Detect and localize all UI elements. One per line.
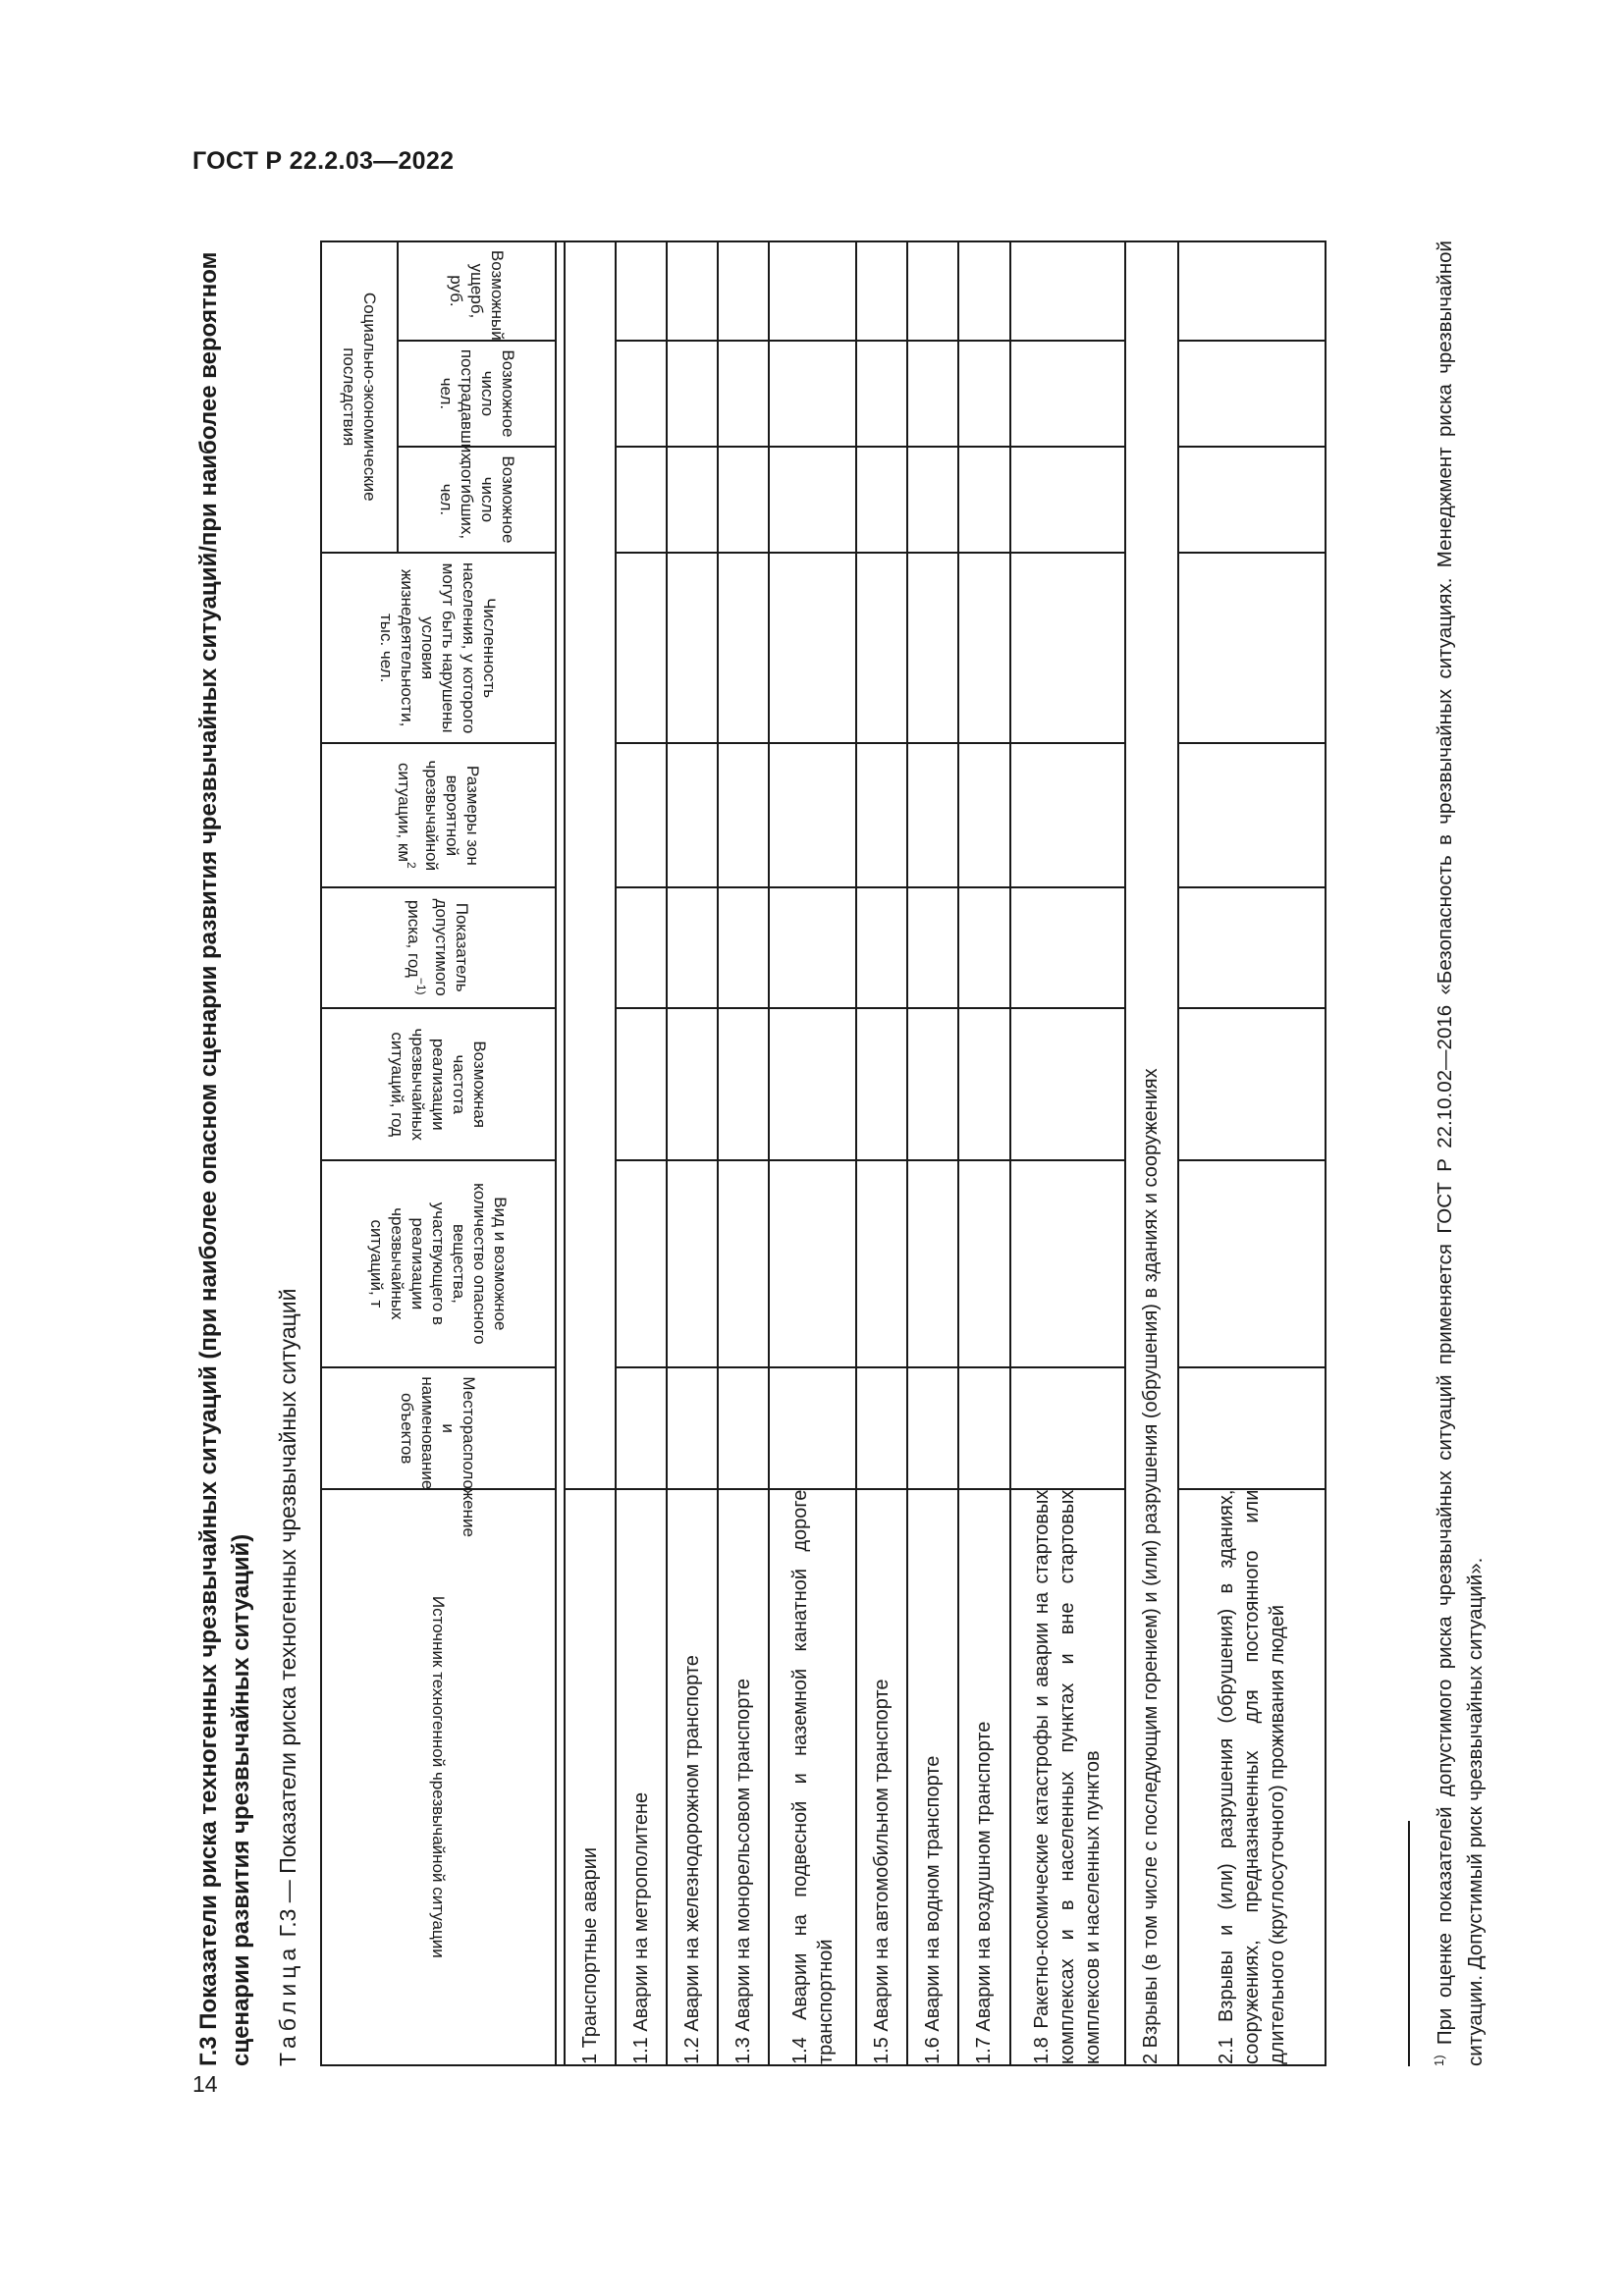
row-label: 1.8 Ракетно-космические катастрофы и аварии на стартовых комплексах и в населенных пунктах и вне стартовых комплексов и населенных пунктов [1010, 1489, 1125, 2065]
table-caption [275, 1289, 301, 2067]
page-number: 14 [192, 2071, 218, 2097]
header-substance-unit: т [366, 1300, 386, 1308]
section-row [1125, 241, 1178, 2065]
table-row [565, 241, 616, 2065]
table-caption-label: Таблица [275, 1943, 300, 2066]
footnote [1424, 240, 1490, 2066]
row-label: 1.3 Аварии на монорельсовом транспорте [718, 1489, 769, 2065]
header-source: Источник техногенной чрезвычайной ситуации [321, 1489, 556, 2065]
footnote-marker: 1) [1432, 2055, 1446, 2066]
header-consequences: Социально-экономические последствия [321, 241, 398, 553]
row-label: 1.1 Аварии на метрополитене [616, 1489, 667, 2065]
row-label: 1.2 Аварии на железнодорожном транспорте [667, 1489, 718, 2065]
table-row [769, 241, 856, 2065]
header-separator [556, 241, 565, 2065]
row-label: 1.6 Аварии на водном транспорте [907, 1489, 958, 2065]
header-frequency: Возможная частота реализации чрезвычайных ситуаций, год [321, 1008, 556, 1160]
table-caption-text: Г.3 — Показатели риска техногенных чрезвычайных ситуаций [275, 1288, 300, 1938]
table-row [667, 241, 718, 2065]
footnote-ref: −1) [414, 978, 429, 995]
table-row [616, 241, 667, 2065]
header-zone-sup: 2 [404, 861, 418, 869]
table-row [718, 241, 769, 2065]
row-label: 1.7 Аварии на воздушном транспорте [958, 1489, 1009, 2065]
section-heading: Г.3 Показатели риска техногенных чрезвычайных ситуаций (при наиболее опасном сценарии развития чрезвычайных ситуаций/при наиболее вероятном сценарии развития чрезвычайных ситуаций) [195, 251, 254, 2066]
header-damage: Возможный ущерб, руб. [398, 241, 556, 341]
header-substance-text: Вид и возможное количество опасного вещества, участвующего в реализации чрезвычайных ситуаций, [366, 1183, 510, 1345]
header-zone-text: Размеры зон вероятной чрезвычайной ситуации, км [394, 760, 482, 871]
section-label: 2 Взрывы (в том числе с последующим горением) и (или) разрушения (обрушения) в зданиях и сооружениях [1125, 241, 1178, 2065]
footnote-divider [1408, 1821, 1410, 2066]
row-label: 1.4 Аварии на подвесной и наземной канатной дороге транспортной [769, 1489, 856, 2065]
table-row [1010, 241, 1125, 2065]
table-row [958, 241, 1009, 2065]
row-label: 2.1 Взрывы и (или) разрушения (обрушения) в зданиях, сооружениях, предназначенных для постоянного или длительного (круглосуточного) проживания людей [1178, 1489, 1326, 2065]
footnote-text: При оценке показателей допустимого риска чрезвычайных ситуаций применяется ГОСТ Р 22.10.02—2016 «Безопасность в чрезвычайных ситуациях. Менеджмент риска чрезвычайной ситуации. Допустимый риск чрезвычайных ситуаций». [1434, 240, 1487, 2066]
header-zone [321, 743, 556, 886]
risk-table [320, 240, 1326, 2066]
table-row [907, 241, 958, 2065]
document-code: ГОСТ Р 22.2.03—2022 [192, 147, 455, 175]
header-location: Месторасположение и наименование объектов [321, 1367, 556, 1489]
header-risk [321, 887, 556, 1009]
header-population: Численность населения, у которого могут быть нарушены условия жизнедеятельности, тыс. чел. [321, 553, 556, 743]
header-substance [321, 1160, 556, 1367]
row-label: 1 Транспортные аварии [565, 1489, 616, 2065]
row-span-empty [565, 241, 616, 1489]
header-risk-text: Показатель допустимого риска, год [405, 898, 472, 996]
header-dead: Возможное число погибших, чел. [398, 447, 556, 553]
row-label: 1.5 Аварии на автомобильном транспорте [856, 1489, 907, 2065]
rotated-content [192, 5, 1567, 2066]
header-injured: Возможное число пострадавших, чел. [398, 341, 556, 447]
table-row [1178, 241, 1326, 2065]
table-row [856, 241, 907, 2065]
